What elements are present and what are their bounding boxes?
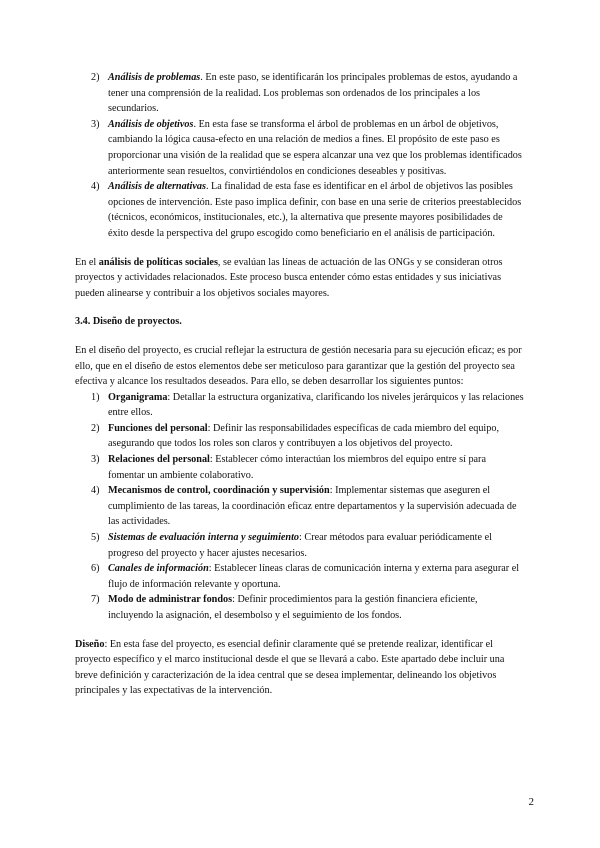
page-content [75,70,525,699]
diseno-paragraph [75,637,525,699]
politicas-paragraph [75,255,525,302]
list-item-text: . La finalidad de esta fase es identificar en el árbol de objetivos las posibles opciones de intervención. Este paso implica definir, con base en una serie de criterios preestablecidos (técnicos, económicos, institucionales, etc.), la alternativa que presente mayores posibilidades de éxito desde la perspectiva del grupo escogido como beneficiario en el análisis de participación. [108,181,522,239]
list-item-text: . En este paso, se identificarán los principales problemas de estos, ayudando a tener una comprensión de la realidad. Los problemas son ordenados de los principales a los secundarios. [108,72,518,115]
list-item-number: 3) [91,454,100,466]
page-number: 2 [528,796,534,808]
politicas-prefix: En el [75,256,99,268]
list-item-number: 2) [91,72,100,83]
list-item-text: : Detallar la estructura organizativa, clarificando los niveles jerárquicos y las relaciones entre ellos. [108,391,524,419]
list-item [75,483,525,530]
list-item [75,561,525,592]
politicas-text: , se evalúan las líneas de actuación de las ONGs y se consideran otros proyectos y actividades relacionados. Este proceso busca entender cómo estas entidades y sus iniciativas pueden alinearse y contribuir a los objetivos sociales mayores. [75,256,503,299]
project-points-list [75,390,525,624]
list-item-term: Mecanismos de control, coordinación y supervisión [108,485,330,497]
list-item-text: : Establecer cómo interactúan los miembros del equipo entre sí para fomentar un ambiente colaborativo. [108,454,486,481]
list-item-number: 6) [91,563,100,575]
list-item-text: . En esta fase se transforma el árbol de problemas en un árbol de objetivos, cambiando la lógica causa-efecto en una relación de medios a fines. El propósito de este paso es proporcionar una visión de la realidad que se espera alcanzar una vez que los problemas identificados anteriormente sean resueltos, convirtiéndolos en condiciones deseables y positivas. [108,118,522,177]
list-item [75,592,525,623]
list-item-text: : Implementar sistemas que aseguren el cumplimiento de las tareas, la coordinación eficaz entre departamentos y la supervisión adecuada de las actividades. [108,485,517,528]
list-item [75,390,525,421]
section-heading: 3.4. Diseño de proyectos. [75,316,182,328]
list-item-term: Relaciones del personal [108,454,210,466]
analysis-steps-list [75,70,525,242]
list-item-number: 4) [91,485,100,497]
list-item [75,117,525,179]
list-item-text: : Definir las responsabilidades específicas de cada miembro del equipo, asegurando que todos los roles son claros y contribuyen a los objetivos del proyecto. [108,422,499,450]
list-item-term: Análisis de problemas [108,72,201,83]
list-item-term: Análisis de alternativas [108,181,206,193]
list-item [75,70,525,117]
list-item [75,530,525,561]
list-item-term: Análisis de objetivos [108,118,194,130]
list-item [75,421,525,452]
intro-paragraph: En el diseño del proyecto, es crucial reflejar la estructura de gestión necesaria para su ejecución eficaz; es por ello, que en el diseño de estos elementos debe ser meticuloso para garantizar que la gestión del proyecto sea efectiva y alcance los resultados deseados. Para ello, se deben desarrollar los siguientes puntos: [75,344,522,388]
list-item [75,179,525,241]
list-item-number: 5) [91,532,100,544]
list-item-term: Funciones del personal [108,422,208,434]
list-item [75,452,525,483]
list-item-number: 2) [91,422,100,434]
politicas-term: análisis de políticas sociales [98,256,218,268]
list-item-term: Modo de administrar fondos [108,594,233,606]
diseno-term: Diseño [75,638,105,650]
list-item-text: : Crear métodos para evaluar periódicamente el progreso del proyecto y hacer ajustes necesarios. [108,532,492,559]
list-item-number: 3) [91,118,100,130]
list-item-number: 4) [91,181,100,193]
list-item-term: Canales de información [108,563,209,575]
list-item-number: 1) [91,391,100,403]
list-item-text: : Establecer líneas claras de comunicación interna y externa para asegurar el flujo de información relevante y oportuna. [108,563,520,590]
list-item-text: : Definir procedimientos para la gestión financiera eficiente, incluyendo la asignación, el desembolso y el seguimiento de los fondos. [108,594,478,621]
list-item-term: Sistemas de evaluación interna y seguimiento [108,532,300,544]
list-item-number: 7) [91,594,100,606]
diseno-text: : En esta fase del proyecto, es esencial definir claramente qué se pretende realizar, identificar el proyecto específico y el marco institucional desde el que se llevará a cabo. Este apartado debe incluir una breve definición y caracterización de la idea central que se desea implementar, delineando los objetivos principales y las expectativas de la intervención. [75,638,505,697]
list-item-term: Organigrama [108,391,168,403]
